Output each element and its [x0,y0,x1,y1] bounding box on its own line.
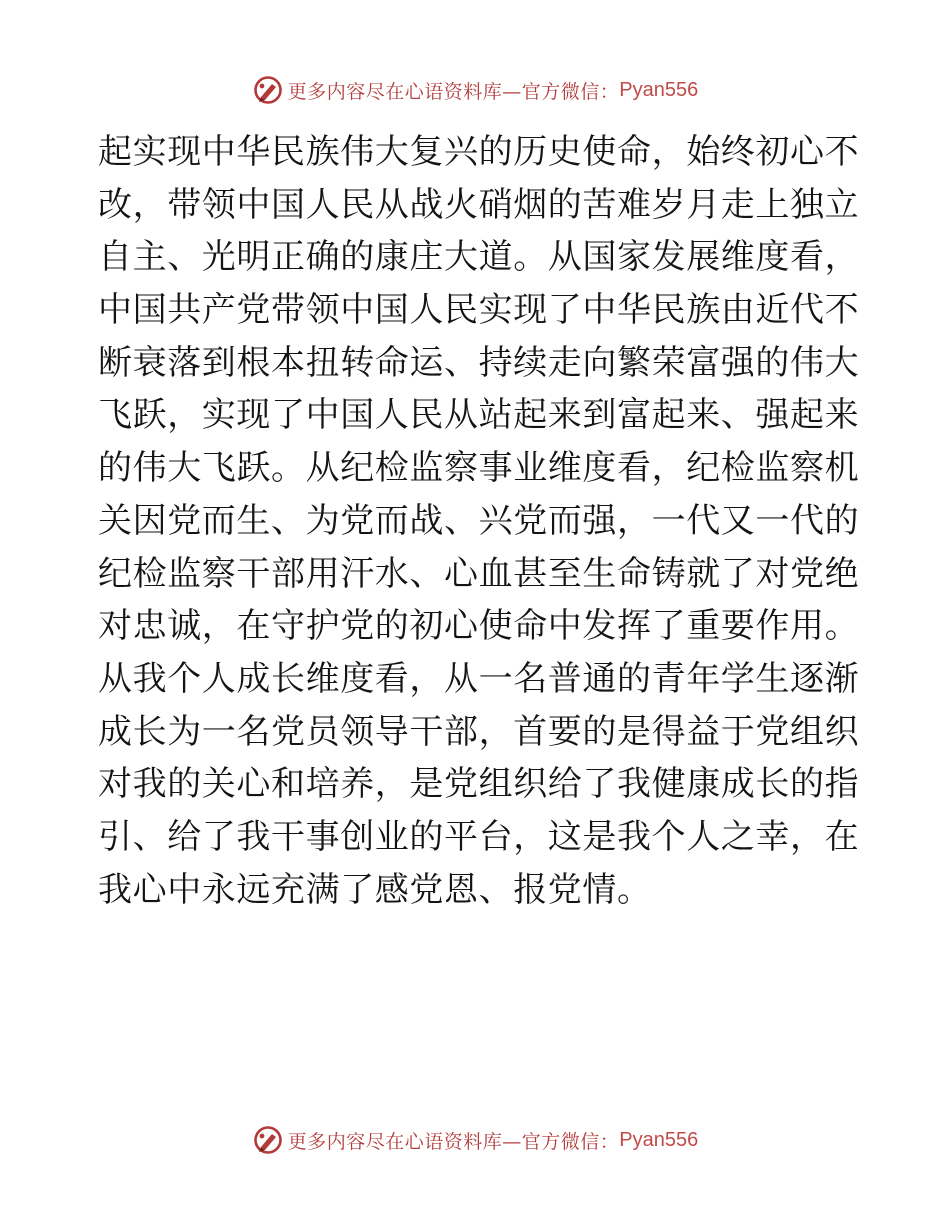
body-line: 起实现中华民族伟大复兴的历史使命，始终初心不 [98,132,860,172]
document-body [98,126,860,916]
header-wechat-account: Pyan556 [619,78,699,101]
body-line: 中国共产党带领中国人民实现了中华民族由近代不 [98,290,860,331]
body-line: 关因党而生、为党而战、兴党而强，一代又一代的 [98,500,860,541]
footer-wechat-account: Pyan556 [619,1128,699,1151]
header-watermark-text: 更多内容尽在心语资料库—官方微信： [287,80,620,103]
body-line: 纪检监察干部用汗水、心血甚至生命铸就了对党绝 [98,553,860,594]
body-line: 引、给了我干事创业的平台，这是我个人之幸，在 [98,816,860,857]
body-line: 飞跃，实现了中国人民从站起来到富起来、强起来 [98,395,860,436]
body-line: 断衰落到根本扭转命运、持续走向繁荣富强的伟大 [98,342,860,383]
body-line: 从我个人成长维度看，从一名普通的青年学生逐渐 [98,658,860,699]
body-line: 成长为一名党员领导干部，首要的是得益于党组织 [98,711,860,752]
body-line: 对忠诚，在守护党的初心使命中发挥了重要作用。 [98,606,860,647]
body-line: 自主、光明正确的康庄大道。从国家发展维度看， [98,237,860,278]
pen-logo-icon [252,1124,284,1156]
body-line: 对我的关心和培养，是党组织给了我健康成长的指 [98,764,860,805]
header-watermark [0,72,950,108]
body-line: 我心中永远充满了感党恩、报党情。 [98,869,652,910]
body-line: 改，带领中国人民从战火硝烟的苦难岁月走上独立 [98,184,860,225]
footer-watermark [0,1122,950,1158]
pen-logo-icon [252,74,284,106]
body-line: 的伟大飞跃。从纪检监察事业维度看，纪检监察机 [98,448,860,489]
footer-watermark-text: 更多内容尽在心语资料库—官方微信： [287,1130,620,1153]
